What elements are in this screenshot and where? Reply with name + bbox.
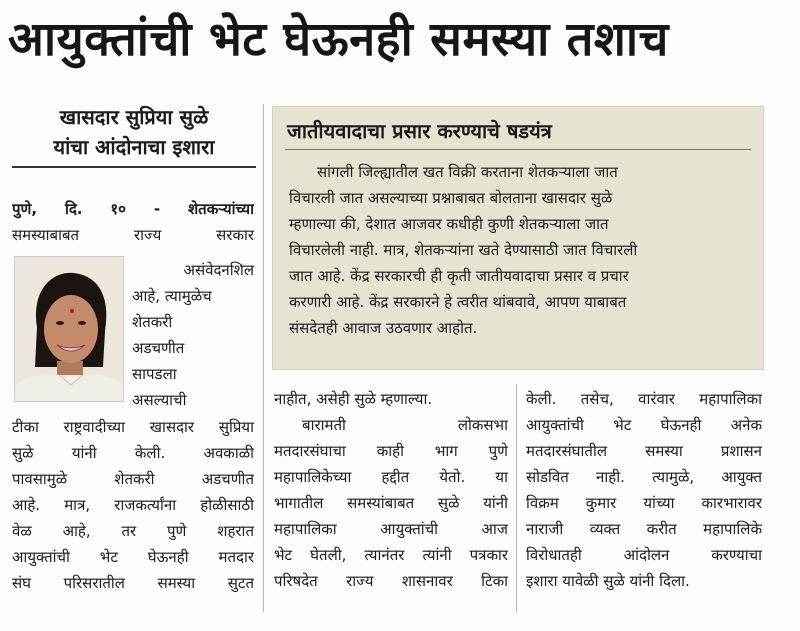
- text-line: मतदारसंघाचा काही भाग पुणे: [274, 442, 508, 460]
- text-line: असंवेदनशिल: [183, 261, 254, 279]
- text-line: सांगली जिल्ह्यातील खत विक्री करताना शेतकऱ्याला जात: [317, 163, 618, 181]
- text-line: आहे. मात्र, राजकर्त्यांना होळीसाठी: [12, 496, 254, 514]
- text-line: आयुक्तांची भेट घेऊनही अनेक: [526, 416, 762, 434]
- callout-box: [272, 106, 764, 370]
- left-body-text: [12, 414, 254, 596]
- left-heading-line2: यांचा आंदोनाचा इशारा: [53, 135, 215, 159]
- text-line: टीका राष्ट्रवादीच्या खासदार सुप्रिया: [12, 418, 254, 436]
- text-line: शेतकरी: [132, 313, 173, 331]
- text-line: बारामती लोकसभा: [302, 416, 508, 434]
- text-line: केली. तसेच, वारंवार महापालिका: [526, 390, 762, 408]
- text-line: विरोधातही आंदोलन करण्याचा: [526, 546, 762, 564]
- text-line: पावसामुळे शेतकरी अडचणीत: [12, 470, 254, 488]
- callout-body: [289, 159, 749, 341]
- text-line: इशारा यावेळी सुळे यांनी दिला.: [526, 572, 690, 590]
- text-line: विचारलेली नाही. मात्र, शेतकऱ्यांना खते देण्यासाठी जात विचारली: [289, 241, 638, 259]
- right-column-text: [526, 386, 762, 594]
- dateline-line: समस्याबाबत राज्य सरकार: [12, 226, 254, 244]
- left-heading-line1: खासदार सुप्रिया सुळे: [59, 105, 209, 129]
- middle-column-text: [274, 386, 508, 594]
- text-line: विचारली जात असल्याच्या प्रश्नाबाबत बोलताना खासदार सुळे: [289, 189, 613, 207]
- text-line: भेट घेतली, त्यानंतर त्यांनी पत्रकार: [274, 546, 508, 564]
- text-line: महापालिकेच्या हद्दीत येतो. या: [274, 468, 508, 486]
- text-line: अडचणीत: [132, 339, 185, 357]
- text-line: सापडला: [132, 365, 177, 383]
- text-line: सोडवित नाही. त्यामुळे, आयुक्त: [526, 468, 762, 486]
- text-line: भागातील समस्यांबाबत सुळे यांनी: [274, 494, 508, 512]
- text-line: मतदारसंघातील समस्या प्रशासन: [526, 442, 762, 460]
- left-dateline: [12, 196, 254, 248]
- left-story-heading: [10, 102, 258, 168]
- text-line: आहे, त्यामुळेच: [132, 287, 212, 305]
- beside-photo-text: [132, 257, 254, 413]
- text-line: परिषदेत राज्य शासनावर टिका: [274, 572, 508, 590]
- text-line: महापालिका आयुक्तांची आज: [274, 520, 508, 538]
- text-line: करणारी आहे. केंद्र सरकारने हे त्वरीत थांबवावे, आपण याबाबत: [289, 293, 627, 311]
- text-line: असल्याची: [132, 391, 187, 409]
- callout-title: जातीयवादाचा प्रसार करण्याचे षडयंत्र: [287, 119, 552, 143]
- callout-title-rule: [285, 149, 751, 150]
- portrait-photo: [14, 256, 124, 402]
- text-line: नाहीत, असेही सुळे म्हणाल्या.: [274, 390, 433, 408]
- text-line: म्हणाल्या की, देशात आजवर कधीही कुणी शेतकऱ्याला जात: [289, 215, 609, 233]
- column-rule: [516, 384, 517, 612]
- text-line: सुळे यांनी केली. अवकाळी: [12, 444, 254, 462]
- portrait-illustration: [15, 257, 123, 401]
- column-rule: [263, 104, 264, 612]
- left-heading-rule: [12, 166, 256, 168]
- headline: आयुक्तांची भेट घेऊनही समस्या तशाच: [8, 12, 669, 67]
- text-line: नाराजी व्यक्त करीत महापालिके: [526, 520, 762, 538]
- text-line: वेळ आहे, तर पुणे शहरात: [12, 522, 254, 540]
- dateline-line: पुणे, दि. १० - शेतकऱ्यांच्या: [12, 200, 254, 218]
- text-line: जात आहे. केंद्र सरकारची ही कृती जातीयवादाचा प्रसार व प्रचार: [289, 267, 629, 285]
- text-line: संसदेतही आवाज उठवणार आहोत.: [289, 319, 478, 337]
- text-line: विक्रम कुमार यांच्या कारभारावर: [526, 494, 762, 512]
- text-line: संघ परिसरातील समस्या सुटत: [12, 574, 254, 592]
- text-line: आयुक्तांची भेट घेऊनही मतदार: [12, 548, 254, 566]
